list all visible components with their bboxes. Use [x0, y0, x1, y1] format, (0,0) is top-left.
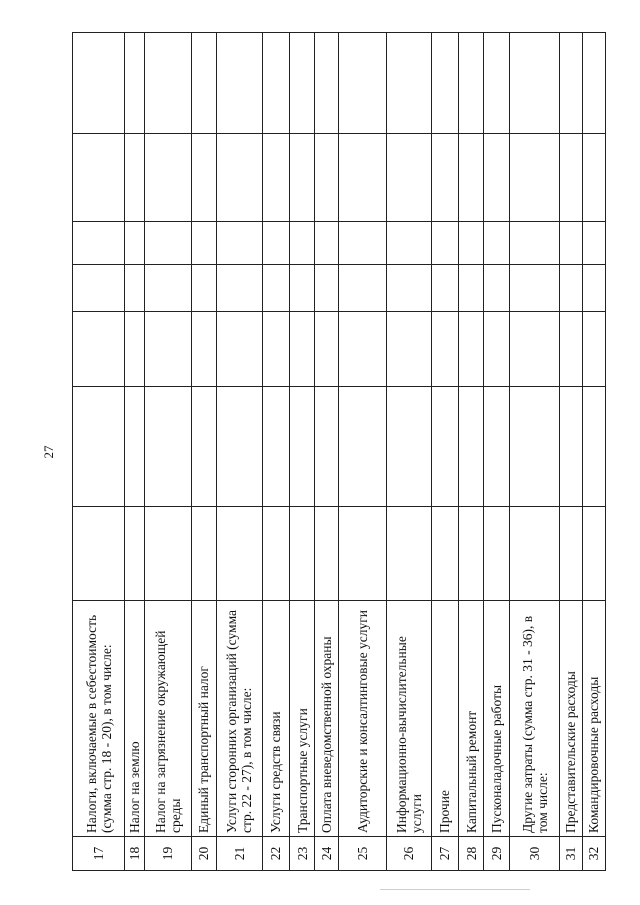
empty-value-cell — [339, 312, 386, 387]
row-item-name: Оплата вневедомственной охраны — [315, 601, 339, 837]
empty-value-cell — [431, 222, 458, 265]
empty-value-cell — [339, 134, 386, 222]
empty-value-cell — [290, 312, 315, 387]
empty-value-cell — [339, 222, 386, 265]
empty-value-cell — [386, 507, 431, 601]
row-item-name: Капитальный ремонт — [459, 601, 484, 837]
row-number: 18 — [125, 837, 145, 871]
empty-value-cell — [125, 312, 145, 387]
empty-value-cell — [582, 387, 605, 507]
empty-value-cell — [431, 134, 458, 222]
table-row — [484, 33, 510, 871]
empty-value-cell — [73, 33, 125, 134]
empty-value-cell — [191, 507, 216, 601]
table-row — [582, 33, 605, 871]
row-item-name: Информационно-вычислительные услуги — [386, 601, 431, 837]
empty-value-cell — [484, 222, 510, 265]
table-row — [339, 33, 386, 871]
row-number: 31 — [559, 837, 582, 871]
row-item-name: Аудиторские и консалтинговые услуги — [339, 601, 386, 837]
table-row — [145, 33, 191, 871]
empty-value-cell — [216, 312, 262, 387]
empty-value-cell — [582, 507, 605, 601]
empty-value-cell — [459, 507, 484, 601]
row-number: 28 — [459, 837, 484, 871]
empty-value-cell — [339, 33, 386, 134]
empty-value-cell — [73, 134, 125, 222]
empty-value-cell — [262, 222, 289, 265]
table-row — [216, 33, 262, 871]
empty-value-cell — [510, 312, 559, 387]
empty-value-cell — [290, 265, 315, 312]
empty-value-cell — [386, 222, 431, 265]
empty-value-cell — [315, 387, 339, 507]
empty-value-cell — [191, 312, 216, 387]
row-item-name: Единый транспортный налог — [191, 601, 216, 837]
empty-value-cell — [73, 387, 125, 507]
empty-value-cell — [484, 134, 510, 222]
empty-value-cell — [339, 387, 386, 507]
scan-edge-line — [380, 889, 530, 890]
empty-value-cell — [386, 265, 431, 312]
empty-value-cell — [290, 33, 315, 134]
row-number: 17 — [73, 837, 125, 871]
empty-value-cell — [582, 312, 605, 387]
cost-items-table — [72, 32, 606, 871]
empty-value-cell — [559, 507, 582, 601]
empty-value-cell — [484, 265, 510, 312]
empty-value-cell — [559, 222, 582, 265]
empty-value-cell — [459, 134, 484, 222]
empty-value-cell — [145, 222, 191, 265]
empty-value-cell — [510, 507, 559, 601]
empty-value-cell — [339, 265, 386, 312]
row-item-name: Другие затраты (сумма стр. 31 - 36), в том числе: — [510, 601, 559, 837]
empty-value-cell — [386, 33, 431, 134]
empty-value-cell — [386, 134, 431, 222]
empty-value-cell — [386, 387, 431, 507]
empty-value-cell — [315, 265, 339, 312]
empty-value-cell — [459, 222, 484, 265]
row-number: 26 — [386, 837, 431, 871]
empty-value-cell — [125, 507, 145, 601]
empty-value-cell — [191, 222, 216, 265]
empty-value-cell — [216, 134, 262, 222]
empty-value-cell — [582, 33, 605, 134]
table-row — [386, 33, 431, 871]
empty-value-cell — [431, 387, 458, 507]
empty-value-cell — [125, 222, 145, 265]
empty-value-cell — [386, 312, 431, 387]
empty-value-cell — [145, 134, 191, 222]
empty-value-cell — [262, 134, 289, 222]
empty-value-cell — [484, 33, 510, 134]
page-number: 27 — [41, 445, 56, 459]
empty-value-cell — [191, 134, 216, 222]
empty-value-cell — [510, 265, 559, 312]
row-item-name: Прочие — [431, 601, 458, 837]
table-row — [73, 33, 125, 871]
row-number: 32 — [582, 837, 605, 871]
row-item-name: Транспортные услуги — [290, 601, 315, 837]
empty-value-cell — [315, 507, 339, 601]
empty-value-cell — [73, 507, 125, 601]
empty-value-cell — [559, 387, 582, 507]
empty-value-cell — [290, 222, 315, 265]
row-number: 21 — [216, 837, 262, 871]
empty-value-cell — [510, 222, 559, 265]
table-row — [510, 33, 559, 871]
empty-value-cell — [484, 387, 510, 507]
empty-value-cell — [459, 387, 484, 507]
row-item-name: Налоги, включаемые в себестоимость (сумма стр. 18 - 20), в том числе: — [73, 601, 125, 837]
empty-value-cell — [510, 134, 559, 222]
empty-value-cell — [125, 387, 145, 507]
row-number: 30 — [510, 837, 559, 871]
empty-value-cell — [191, 387, 216, 507]
empty-value-cell — [145, 33, 191, 134]
empty-value-cell — [315, 222, 339, 265]
empty-value-cell — [290, 387, 315, 507]
table-row — [290, 33, 315, 871]
empty-value-cell — [262, 387, 289, 507]
empty-value-cell — [431, 33, 458, 134]
empty-value-cell — [216, 507, 262, 601]
table-row — [431, 33, 458, 871]
empty-value-cell — [510, 33, 559, 134]
row-item-name: Налог на загрязнение окружающей среды — [145, 601, 191, 837]
row-item-name: Услуги сторонних организаций (сумма стр. 22 - 27), в том числе: — [216, 601, 262, 837]
table-row — [191, 33, 216, 871]
row-item-name: Налог на землю — [125, 601, 145, 837]
empty-value-cell — [339, 507, 386, 601]
row-item-name: Услуги средств связи — [262, 601, 289, 837]
rotated-table-container — [72, 33, 606, 871]
empty-value-cell — [125, 265, 145, 312]
empty-value-cell — [510, 387, 559, 507]
empty-value-cell — [290, 507, 315, 601]
empty-value-cell — [431, 265, 458, 312]
empty-value-cell — [262, 312, 289, 387]
empty-value-cell — [459, 265, 484, 312]
row-item-name: Пусконаладочные работы — [484, 601, 510, 837]
empty-value-cell — [145, 387, 191, 507]
empty-value-cell — [145, 265, 191, 312]
empty-value-cell — [216, 265, 262, 312]
table-body — [73, 33, 606, 871]
empty-value-cell — [315, 312, 339, 387]
empty-value-cell — [216, 33, 262, 134]
row-number: 24 — [315, 837, 339, 871]
row-number: 19 — [145, 837, 191, 871]
row-number: 20 — [191, 837, 216, 871]
row-number: 22 — [262, 837, 289, 871]
empty-value-cell — [216, 222, 262, 265]
empty-value-cell — [145, 507, 191, 601]
empty-value-cell — [484, 507, 510, 601]
table-row — [459, 33, 484, 871]
empty-value-cell — [582, 265, 605, 312]
empty-value-cell — [73, 222, 125, 265]
empty-value-cell — [73, 312, 125, 387]
empty-value-cell — [191, 33, 216, 134]
row-number: 27 — [431, 837, 458, 871]
empty-value-cell — [125, 33, 145, 134]
empty-value-cell — [290, 134, 315, 222]
empty-value-cell — [459, 312, 484, 387]
empty-value-cell — [191, 265, 216, 312]
empty-value-cell — [315, 134, 339, 222]
empty-value-cell — [262, 507, 289, 601]
empty-value-cell — [559, 265, 582, 312]
row-number: 25 — [339, 837, 386, 871]
empty-value-cell — [459, 33, 484, 134]
empty-value-cell — [431, 507, 458, 601]
row-number: 29 — [484, 837, 510, 871]
table-row — [262, 33, 289, 871]
row-item-name: Командировочные расходы — [582, 601, 605, 837]
empty-value-cell — [559, 312, 582, 387]
row-item-name: Представительские расходы — [559, 601, 582, 837]
empty-value-cell — [262, 33, 289, 134]
table-row — [125, 33, 145, 871]
empty-value-cell — [145, 312, 191, 387]
table-row — [315, 33, 339, 871]
empty-value-cell — [73, 265, 125, 312]
empty-value-cell — [582, 222, 605, 265]
empty-value-cell — [484, 312, 510, 387]
table-row — [559, 33, 582, 871]
row-number: 23 — [290, 837, 315, 871]
empty-value-cell — [125, 134, 145, 222]
empty-value-cell — [216, 387, 262, 507]
empty-value-cell — [559, 134, 582, 222]
empty-value-cell — [262, 265, 289, 312]
empty-value-cell — [582, 134, 605, 222]
empty-value-cell — [315, 33, 339, 134]
empty-value-cell — [559, 33, 582, 134]
empty-value-cell — [431, 312, 458, 387]
